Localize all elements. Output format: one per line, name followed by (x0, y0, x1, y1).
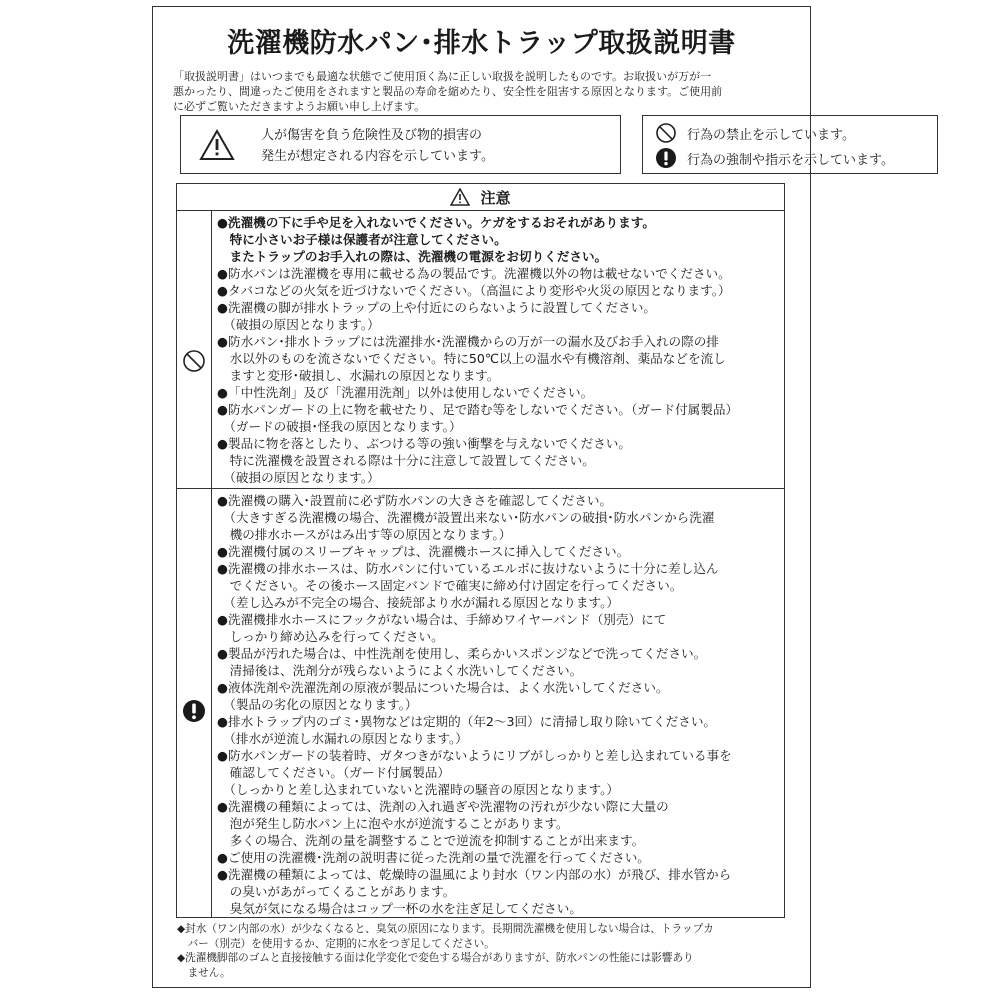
list-item: 泡が発生し防水パン上に泡や水が逆流することがあります。 (217, 816, 569, 831)
list-item: 確認してください。（ガード付属製品） (217, 765, 450, 780)
list-item: （製品の劣化の原因となります。） (217, 697, 418, 712)
warning-legend-line: 人が傷害を負う危険性及び物的損害の (261, 128, 483, 143)
list-item: ●「中性洗剤」及び「洗濯用洗剤」以外は使用しないでください。 (217, 385, 594, 400)
list-item: しっかり締め込みを行ってください。 (217, 629, 444, 644)
intro-line: 「取扱説明書」はいつまでも最適な状態でご使用頂く為に正しい取扱を説明したものです。お取扱いが万が一 (173, 70, 712, 83)
list-item: 機の排水ホースがはみ出す等の原因となります。） (217, 527, 512, 542)
list-item: ●洗濯機の脚が排水トラップの上や付近にのらないように設置してください。 (217, 300, 656, 315)
list-item: ●洗濯機の種類によっては、乾燥時の温風により封水（ワン内部の水）が飛び、排水管から (217, 867, 732, 882)
list-item: ●ご使用の洗濯機･洗剤の説明書に従った洗剤の量で洗濯を行ってください。 (217, 850, 650, 865)
list-item: 水以外のものを流さないでください。特に50℃以上の温水や有機溶剤、薬品などを流し (217, 351, 726, 366)
footnotes (177, 922, 797, 980)
list-item: ●タバコなどの火気を近づけないでください。（高温により変形や火災の原因となります。） (217, 283, 731, 298)
mandatory-legend-row (655, 147, 894, 169)
list-item: ●洗濯機の排水ホースは、防水パンに付いているエルボに抜けないように十分に差し込ん (217, 561, 719, 576)
list-item: でください。その後ホース固定バンドで確実に締め付け固定を行ってください。 (217, 578, 683, 593)
warning-triangle-icon (199, 129, 235, 161)
mandatory-icon-column (177, 489, 212, 917)
list-item: ●排水トラップ内のゴミ･異物などは定期的（年2～3回）に清掃し取り除いてください。 (217, 714, 717, 729)
prohibited-list (217, 214, 780, 486)
warning-legend-text (261, 125, 494, 167)
list-item: ●洗濯機の下に手や足を入れないでください。ケガをするおそれがあります。 (217, 215, 655, 230)
list-item: ●防水パンガードの上に物を載せたり、足で踏む等をしないでください。（ガード付属製品） (217, 402, 739, 417)
list-item: ●製品に物を落としたり、ぶつける等の強い衝撃を与えないでください。 (217, 436, 631, 451)
list-item: 特に洗濯機を設置される際は十分に注意して設置してください。 (217, 453, 595, 468)
warning-triangle-icon (450, 188, 470, 206)
instruction-sheet (152, 6, 894, 988)
list-item: ●液体洗剤や洗濯洗剤の原液が製品についた場合は、よく水洗いしてください。 (217, 680, 669, 695)
list-item: ●製品が汚れた場合は、中性洗剤を使用し、柔らかいスポンジなどで洗ってください。 (217, 646, 707, 661)
footnote-line: ◆封水（ワン内部の水）が少なくなると、臭気の原因になります。長期間洗濯機を使用しない場合は、トラップカ (177, 923, 714, 935)
list-item: ●洗濯機付属のスリーブキャップは、洗濯機ホースに挿入してください。 (217, 544, 630, 559)
prohibit-legend-row (655, 122, 855, 144)
document-title: 洗濯機防水パン･排水トラップ取扱説明書 (227, 28, 736, 59)
list-item: （ガードの破損･怪我の原因となります。） (217, 419, 462, 434)
footnote-line: ◆洗濯機脚部のゴムと直接接触する面は化学変化で変色する場合がありますが、防水パンの性能には影響あり (177, 952, 694, 964)
mandatory-icon (182, 699, 206, 723)
list-item: ●洗濯機の購入･設置前に必ず防水パンの大きさを確認してください。 (217, 493, 613, 508)
list-item: ●防水パン･排水トラップには洗濯排水･洗濯機からの万が一の漏水及びお手入れの際の排 (217, 334, 719, 349)
list-item: （差し込みが不完全の場合、接続部より水が漏れる原因となります。） (217, 595, 619, 610)
prohibit-icon (182, 349, 206, 373)
prohibited-icon-column (177, 211, 212, 488)
caution-header (177, 184, 784, 211)
symbol-legend (642, 115, 938, 174)
footnote-line: ません。 (177, 966, 231, 979)
list-item: （排水が逆流し水漏れの原因となります。） (217, 731, 468, 746)
warning-legend (180, 115, 621, 174)
mandatory-list (217, 492, 780, 917)
caution-header-text: 注意 (480, 188, 511, 207)
footnote-line: バー（別売）を使用するか、定期的に水をつぎ足してください。 (177, 937, 495, 950)
list-item: （破損の原因となります。） (217, 470, 380, 485)
intro-line: に必ずご覧いただきますようお願い申し上げます。 (173, 100, 426, 113)
intro-line: 悪かったり、間違ったご使用をされますと製品の寿命を縮めたり、安全性を阻害する原因となります。ご使用前 (173, 85, 723, 98)
list-item: ●洗濯機の種類によっては、洗剤の入れ過ぎや洗濯物の汚れが少ない際に大量の (217, 799, 669, 814)
mandatory-icon (655, 147, 677, 169)
list-item: ますと変形･破損し、水漏れの原因となります。 (217, 368, 500, 383)
mandatory-legend-text: 行為の強制や指示を示しています。 (687, 152, 894, 168)
list-item: （破損の原因となります。） (217, 317, 380, 332)
mandatory-section (177, 489, 784, 917)
prohibit-icon (655, 122, 677, 144)
list-item: 多くの場合、洗剤の量を調整することで逆流を抑制することが出来ます。 (217, 833, 645, 848)
list-item: ●防水パンガードの装着時、ガタつきがないようにリブがしっかりと差し込まれている事を (217, 748, 732, 763)
list-item: ●防水パンは洗濯機を専用に載せる為の製品です。洗濯機以外の物は載せないでください。 (217, 266, 731, 281)
list-item: 臭気が気になる場合はコップ一杯の水を注ぎ足してください。 (217, 901, 582, 916)
list-item: ●洗濯機排水ホースにフックがない場合は、手締めワイヤーバンド（別売）にて (217, 612, 667, 627)
list-item: 清掃後は、洗剤分が残らないようによく水洗いしてください。 (217, 663, 583, 678)
list-item: （しっかりと差し込まれていないと洗濯時の騒音の原因となります。） (217, 782, 619, 797)
prohibited-section (177, 211, 784, 489)
intro-paragraph (173, 69, 793, 114)
warning-legend-line: 発生が想定される内容を示しています。 (261, 149, 494, 164)
prohibit-legend-text: 行為の禁止を示しています。 (687, 127, 855, 143)
caution-table (176, 183, 785, 918)
list-item: の臭いがあがってくることがあります。 (217, 884, 456, 899)
list-item: （大きすぎる洗濯機の場合、洗濯機が設置出来ない･防水パンの破損･防水パンから洗濯 (217, 510, 715, 525)
list-item: 特に小さいお子様は保護者が注意してください。 (217, 232, 507, 247)
list-item: またトラップのお手入れの際は、洗濯機の電源をお切りください。 (217, 249, 608, 264)
